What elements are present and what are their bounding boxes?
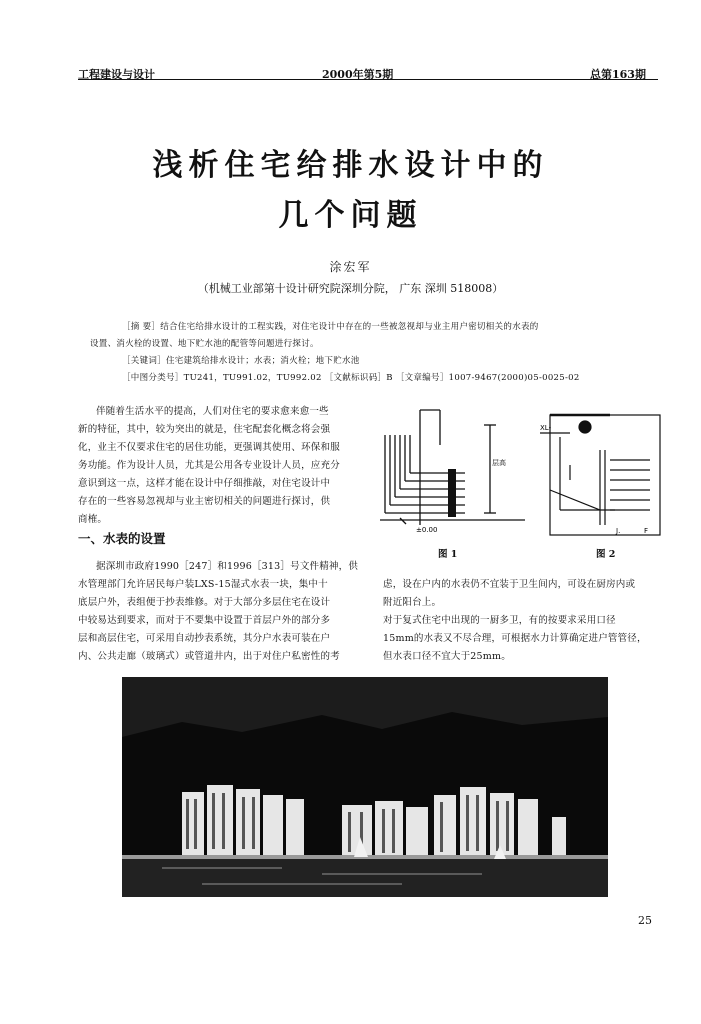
- right-line: 15mm的水表又不尽合理，可根据水力计算确定进户管管径，: [383, 633, 647, 644]
- photo-residential-towers: [122, 677, 608, 897]
- figure-2-diagram: [540, 405, 670, 545]
- issue-number: 2000年第5期: [322, 68, 394, 81]
- section1-line: 层和高层住宅，可采用自动抄表系统，其分户水表可装在户: [78, 633, 331, 644]
- abstract-line-2: 设置、消火栓的设置、地下贮水池的配管等问题进行探讨。: [90, 339, 319, 349]
- photo-skyline: [122, 677, 608, 897]
- right-line: 对于复式住宅中出现的一厨多卫，有的按要求采用口径: [383, 615, 616, 626]
- classification: ［中图分类号］TU241，TU991.02，TU992.02 ［文献标识码］B ［文章编号］1007-9467(2000)05-0025-02: [122, 373, 580, 383]
- right-line: 但水表口径不宜大于25mm。: [383, 651, 511, 662]
- intro-line: 伴随着生活水平的提高，人们对住宅的要求愈来愈一些: [96, 406, 329, 417]
- journal-name: 工程建设与设计: [78, 68, 155, 81]
- keywords: ［关键词］住宅建筑给排水设计；水表；消火栓；地下贮水池: [122, 356, 360, 366]
- section1-line: 据深圳市政府1990［247］和1996［313］号文件精神，供: [96, 561, 359, 572]
- figure-1-diagram: [380, 405, 530, 535]
- figure-2-caption: 图 2: [596, 549, 616, 560]
- section-heading: 一、水表的设置: [78, 531, 166, 546]
- abstract-line-1: ［摘 要］结合住宅给排水设计的工程实践，对住宅设计中存在的一些被忽视却与业主用户密切相关的水表的: [122, 322, 539, 332]
- section1-line: 底层户外，表组便于抄表维修。对于大部分多层住宅在设计: [78, 597, 331, 608]
- header-rule: [78, 79, 658, 80]
- fig2-xl-label: XL-: [540, 424, 552, 432]
- intro-line: 商榷。: [78, 514, 108, 525]
- intro-line: 意识到这一点，这样才能在设计中仔细推敲，对住宅设计中: [78, 478, 331, 489]
- title-line-1: 浅析住宅给排水设计中的: [152, 148, 549, 183]
- intro-line: 化，业主不仅要求住宅的居住功能，更强调其使用、环保和服: [78, 442, 340, 453]
- affiliation: （机械工业部第十设计研究院深圳分院， 广东 深圳 518008）: [197, 282, 504, 295]
- section1-line: 中较易达到要求，而对于不要集中设置于首层户外的部分多: [78, 615, 331, 626]
- right-line: 附近阳台上。: [383, 597, 442, 608]
- author: 涂宏军: [329, 260, 372, 274]
- figure-1-caption: 图 1: [438, 549, 458, 560]
- fig1-dim-label: 层高: [492, 459, 506, 467]
- intro-line: 务功能。作为设计人员，尤其是公用各专业设计人员，应充分: [78, 460, 340, 471]
- right-line: 虑，设在户内的水表仍不宜装于卫生间内，可设在厨房内或: [383, 579, 636, 590]
- section1-line: 水管理部门允许居民每户装LXS-15湿式水表一块，集中十: [78, 579, 328, 590]
- fig2-f-label: F: [644, 527, 649, 535]
- title-line-2: 几个问题: [278, 198, 423, 233]
- fig2-j-label: J.: [616, 527, 621, 535]
- total-issue: 总第163期: [590, 68, 646, 81]
- fig1-level-label: ±0.00: [416, 526, 438, 534]
- section1-line: 内、公共走廊（玻璃式）或管道井内，出于对住户私密性的考: [78, 651, 340, 662]
- page-number: 25: [638, 914, 652, 927]
- intro-line: 新的特征，其中，较为突出的就是，住宅配套化概念将会强: [78, 424, 331, 435]
- intro-line: 存在的一些容易忽视却与业主密切相关的问题进行探讨，供: [78, 496, 331, 507]
